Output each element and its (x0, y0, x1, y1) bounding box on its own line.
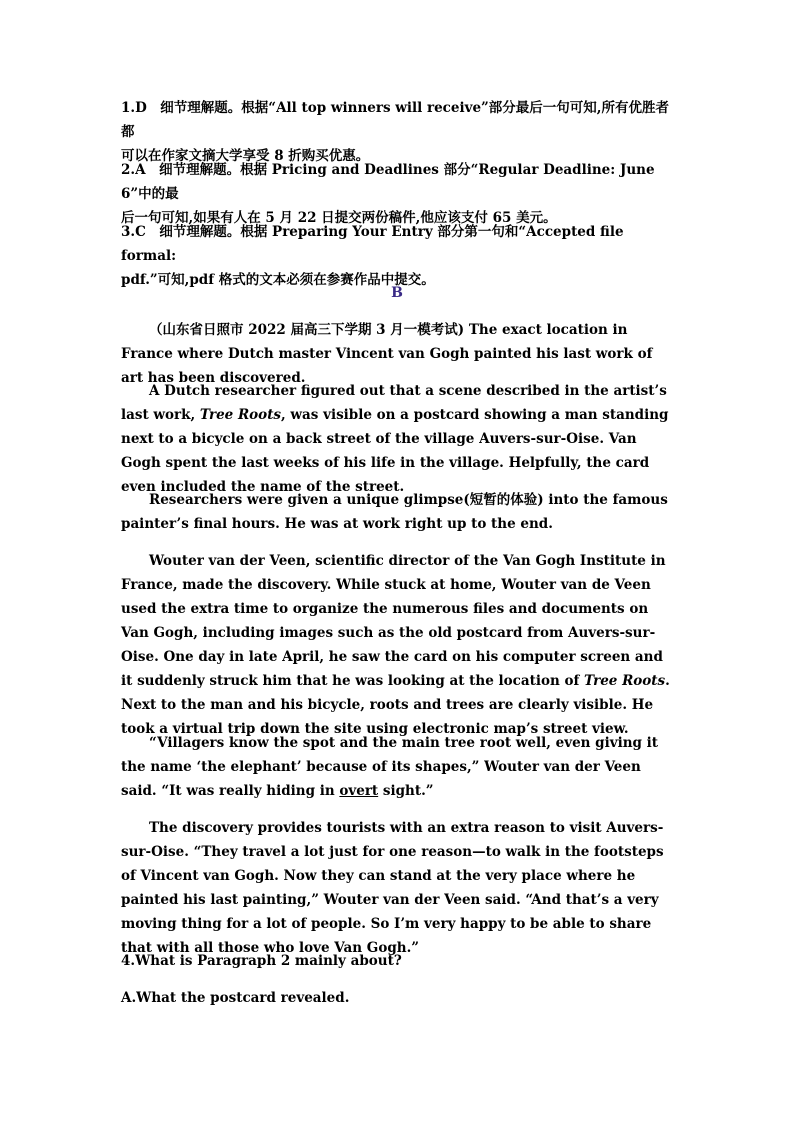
paragraph-5-text-a: “Villagers know the spot and the main tree root well, even giving it the name ‘the elephant’ because of its shapes,” Wouter van der Veen said. “It was really hiding in (121, 735, 659, 799)
answer-3-line-1: 3.C 细节理解题。根据 Preparing Your Entry 部分第一句和“Accepted file formal: (121, 224, 624, 264)
passage-paragraph-5 (121, 731, 673, 803)
answer-1-line-1: 1.D 细节理解题。根据“All top winners will receive”部分最后一句可知,所有优胜者都 (121, 100, 670, 140)
question-option-a: A.What the postcard revealed. (121, 990, 350, 1006)
passage-paragraph-4 (121, 549, 673, 741)
passage-paragraph-6: The discovery provides tourists with an extra reason to visit Auvers-sur-Oise. “They travel a lot just for one reason—to walk in the footsteps of Vincent van Gogh. Now they can stand at the very place where he painted his last painting,” Wouter van der Veen said. “And that’s a very moving thing for a lot of people. So I’m very happy to be able to share that with all those who love Van Gogh.” (121, 820, 664, 956)
paragraph-4-text-b: . Next to the man and his bicycle, roots and trees are clearly visible. He took a virtual trip down the site using electronic map’s street view. (121, 673, 670, 737)
underlined-word: overt (339, 783, 379, 799)
passage-paragraph-2 (121, 379, 673, 499)
passage-paragraph-3: Researchers were given a unique glimpse(短暂的体验) into the famous painter’s final hours. He was at work right up to the end. (121, 492, 668, 532)
paragraph-2-text-a: A Dutch researcher figured out that a scene described in the artist’s last work, (121, 383, 667, 423)
section-label: B (391, 285, 403, 301)
artwork-title: Tree Roots (199, 407, 282, 423)
passage-paragraph-1: （山东省日照市 2022 届高三下学期 3 月一模考试) The exact location in France where Dutch master Vincent van Gogh painted his last work of art has been discovered. (121, 322, 653, 386)
answer-3-line-2: pdf.”可知,pdf 格式的文本必须在参赛作品中提交。 (121, 272, 435, 288)
artwork-title: Tree Roots (584, 673, 666, 689)
question-stem: 4.What is Paragraph 2 mainly about? (121, 953, 402, 969)
paragraph-4-text-a: Wouter van der Veen, scientific director of the Van Gogh Institute in France, made the discovery. While stuck at home, Wouter van de Veen used the extra time to organize the numerous files and documents on Van Gogh, including images such as the old postcard from Auvers-sur-Oise. One day in late April, he saw the card on his computer screen and it suddenly struck him that he was looking at the location of (121, 553, 666, 689)
answer-2-line-2: 后一句可知,如果有人在 5 月 22 日提交两份稿件,他应该支付 65 美元。 (121, 210, 557, 226)
paragraph-5-text-b: sight.” (378, 783, 434, 799)
paragraph-2-text-b: , was visible on a postcard showing a man standing next to a bicycle on a back street of the village Auvers-sur-Oise. Van Gogh spent the last weeks of his life in the village. Helpfully, the card even included the name of the street. (121, 407, 669, 495)
answer-2-line-1: 2.A 细节理解题。根据 Pricing and Deadlines 部分“Regular Deadline: June 6”中的最 (121, 162, 655, 202)
answer-1-line-2: 可以在作家文摘大学享受 8 折购买优惠。 (121, 148, 370, 164)
